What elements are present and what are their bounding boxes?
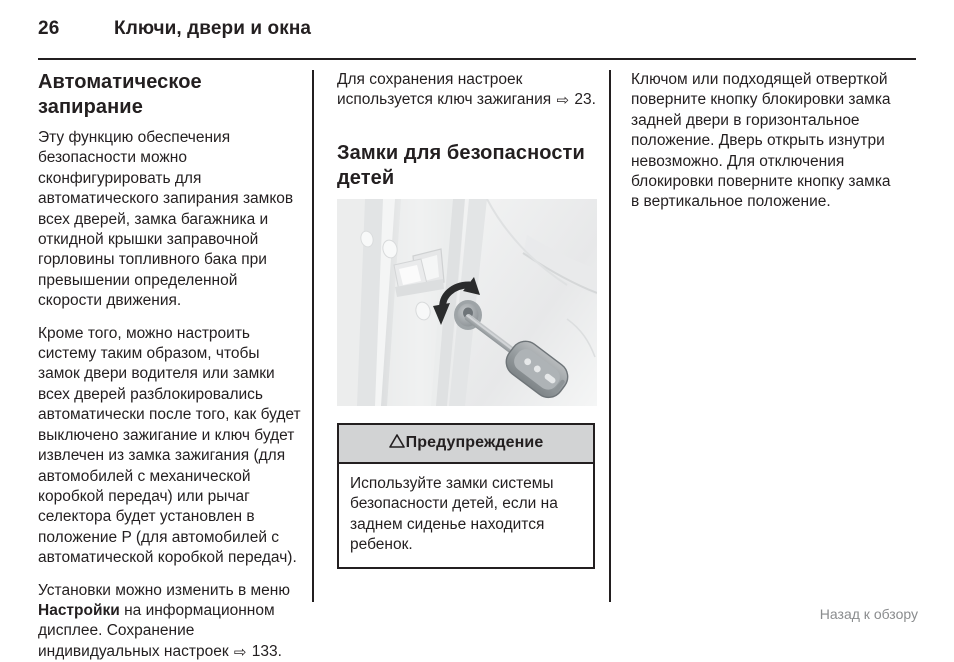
- header-rule: [38, 58, 916, 60]
- warning-box-body: Используйте замки системы безопасности детей, если на заднем сиденье находится ребенок.: [350, 474, 558, 554]
- intro-page-reference: 23.: [570, 91, 596, 109]
- paragraph-right-1: Ключом или подходящей отверткой поверните кнопку блокировки замка задней двери в горизонтальное положение. Дверь открыть изнутри невозможно. Для отключения блокировки поверните кнопку замка в вертикальное положение.: [631, 71, 891, 211]
- child-safety-lock-illustration: [337, 199, 597, 406]
- page-number: 26: [38, 18, 60, 39]
- warning-box: [337, 423, 595, 570]
- warning-title-text: Предупреждение: [405, 433, 544, 451]
- column-middle: [337, 70, 604, 569]
- back-to-overview-link[interactable]: Назад к обзору: [819, 606, 918, 622]
- column-left: [38, 70, 305, 662]
- intro-text: Для сохранения настроек используется ключ зажигания: [337, 71, 556, 109]
- column-right: [631, 70, 898, 213]
- warning-triangle-icon: [389, 434, 405, 454]
- paragraph-left-2: Кроме того, можно настроить систему таким образом, чтобы замок двери водителя или замки всех дверей разблокировались автоматически после того, как будет выключено зажигание и ключ будет извлечен из замка зажигания (для автомобилей с механической коробкой передач) или рычаг селектора будет установлен в положение P (для автомобилей с автоматической коробкой передач).: [38, 324, 301, 567]
- warning-box-title: [339, 425, 593, 464]
- paragraph-left-1: Эту функцию обеспечения безопасности можно сконфигурировать для автоматического запирания замков всех дверей, замка багажника и откидной крышки заправочной горловины топливного бака при превышении определенной скорости движения.: [38, 129, 294, 310]
- paragraph-left-settings: [38, 581, 305, 662]
- settings-text-before: Установки можно изменить в меню: [38, 581, 290, 599]
- paragraph-middle-intro: [337, 70, 604, 111]
- page-reference-arrow-icon: ⇨: [233, 643, 247, 661]
- heading-child-safety-locks: Замки для безопасности детей: [337, 141, 585, 189]
- chapter-title: Ключи, двери и окна: [114, 18, 312, 39]
- child-safety-lock-photo: [337, 199, 597, 406]
- page-header: [0, 0, 954, 59]
- settings-menu-name: Настройки: [38, 601, 120, 619]
- settings-text-after: на информационном дисплее. Сохранение индивидуальных настроек: [38, 601, 275, 660]
- settings-page-reference: 133.: [247, 642, 282, 660]
- column-divider-2: [609, 70, 611, 602]
- page-reference-arrow-icon: ⇨: [556, 92, 570, 110]
- heading-automatic-locking: Автоматическое запирание: [38, 71, 202, 118]
- column-divider-1: [312, 70, 314, 602]
